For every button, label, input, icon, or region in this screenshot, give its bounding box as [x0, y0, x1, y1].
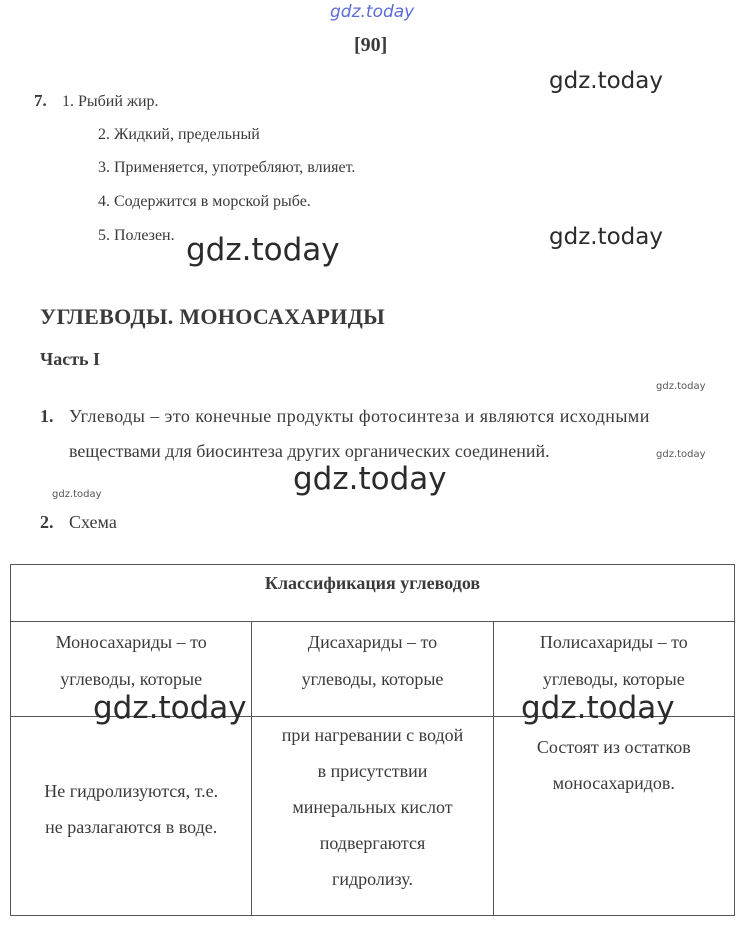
watermark: gdz.today [656, 381, 706, 392]
paragraph-line: Углеводы – это конечные продукты фотосинтеза и являются исходными [69, 406, 650, 426]
page-number: [90] [354, 34, 388, 56]
cell-line: углеводы, которые [301, 669, 444, 689]
cell-line: подвергаются [319, 833, 426, 853]
task-number: 7. [34, 91, 47, 110]
cell-line: в присутствии [317, 761, 428, 781]
watermark: gdz.today [656, 449, 706, 460]
watermark: gdz.today [186, 232, 340, 268]
list-item: 2. Жидкий, предельный [98, 126, 260, 143]
cell-line: гидролизу. [332, 869, 413, 889]
cell-line: Не гидролизуются, т.е. [44, 781, 219, 801]
cell-line: Полисахариды – то [539, 632, 688, 652]
watermark: gdz.today [549, 68, 663, 94]
watermark: gdz.today [52, 489, 102, 500]
cell-line: не разлагаются в воде. [45, 817, 218, 837]
list-item: 4. Содержится в морской рыбе. [98, 193, 311, 210]
cell-line: минеральных кислот [292, 797, 453, 817]
classification-table [10, 564, 735, 916]
section-title: УГЛЕВОДЫ. МОНОСАХАРИДЫ [40, 304, 386, 329]
list-item: 5. Полезен. [98, 227, 175, 244]
watermark: gdz.today [93, 690, 247, 726]
cell-line: Дисахариды – то [307, 632, 438, 652]
cell-line: при нагревании с водой [281, 725, 464, 745]
table-row [11, 717, 735, 916]
task-number: 2. [40, 512, 54, 532]
cell-line: Моносахариды – то [55, 632, 207, 652]
table-cell [252, 622, 493, 717]
watermark: gdz.today [330, 2, 415, 22]
watermark: gdz.today [293, 461, 447, 497]
cell-line: моносахаридов. [552, 773, 675, 793]
table-cell [493, 717, 734, 916]
cell-line: углеводы, которые [542, 669, 685, 689]
task-number: 1. [40, 406, 54, 426]
list-item: 1. Рыбий жир. [62, 93, 159, 110]
table-cell [252, 717, 493, 916]
cell-line: Состоят из остатков [536, 737, 691, 757]
paragraph-text: Схема [69, 512, 117, 532]
list-item: 3. Применяется, употребляют, влияет. [98, 159, 356, 176]
part-title: Часть I [40, 349, 101, 369]
watermark: gdz.today [549, 224, 663, 250]
table-cell [11, 717, 252, 916]
cell-line: углеводы, которые [60, 669, 203, 689]
table-header: Классификация углеводов [11, 565, 735, 622]
paragraph-line: веществами для биосинтеза других органических соединений. [69, 441, 550, 461]
watermark: gdz.today [521, 690, 675, 726]
